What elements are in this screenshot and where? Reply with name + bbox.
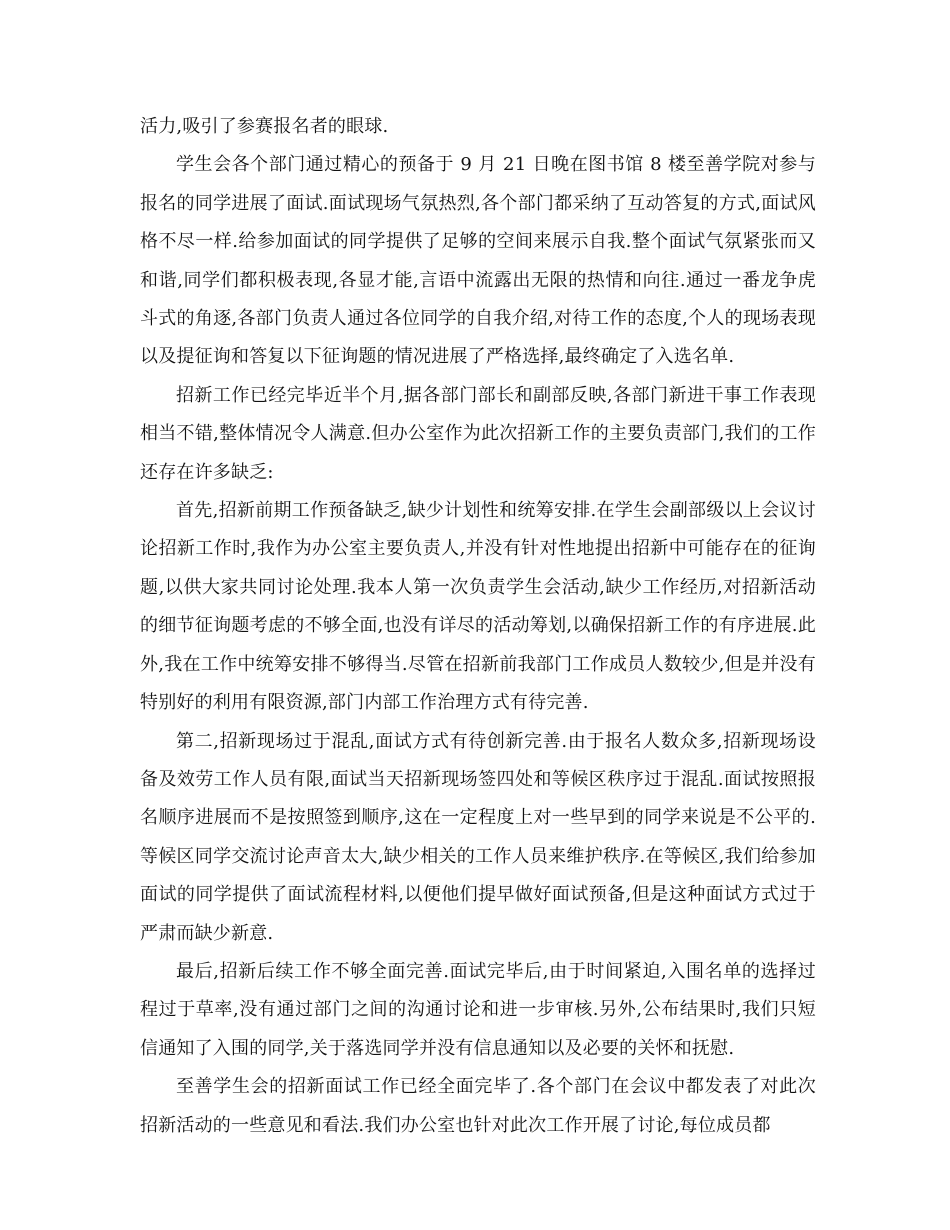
paragraph-first-shortcoming: 首先,招新前期工作预备缺乏,缺少计划性和统筹安排.在学生会副部级以上会议讨论招新工作时,我作为办公室主要负责人,并没有针对性地提出招新中可能存在的征询题,以供大家共同讨论处理.我本人第一次负责学生会活动,缺少工作经历,对招新活动的细节征询题考虑的不够全面,也没有详尽的活动筹划,以确保招新工作的有序进展.此外,我在工作中统筹安排不够得当.尽管在招新前我部门工作成员人数较少,但是并没有特别好的利用有限资源,部门内部工作治理方式有待完善. [140,500,816,714]
paragraph-conclusion: 至善学生会的招新面试工作已经全面完毕了.各个部门在会议中都发表了对此次招新活动的一些意见和看法.我们办公室也针对此次工作开展了讨论,每位成员都 [140,1076,816,1136]
paragraph-continuation: 活力,吸引了参赛报名者的眼球. [140,116,389,137]
document-body [140,108,816,1145]
paragraph-interview-overview: 学生会各个部门通过精心的预备于 9 月 21 日晚在图书馆 8 楼至善学院对参与报名的同学进展了面试.面试现场气氛热烈,各个部门都采纳了互动答复的方式,面试风格不尽一样.给参加面试的同学提供了足够的空间来展示自我.整个面试气氛紧张而又和谐,同学们都积极表现,各显才能,言语中流露出无限的热情和向往.通过一番龙争虎斗式的角逐,各部门负责人通过各位同学的自我介绍,对待工作的态度,个人的现场表现以及提征询和答复以下征询题的情况进展了严格选择,最终确定了入选名单. [140,154,816,368]
paragraph-second-shortcoming: 第二,招新现场过于混乱,面试方式有待创新完善.由于报名人数众多,招新现场设备及效劳工作人员有限,面试当天招新现场签四处和等候区秩序过于混乱.面试按照报名顺序进展而不是按照签到顺序,这在一定程度上对一些早到的同学来说是不公平的.等候区同学交流讨论声音太大,缺少相关的工作人员来维护秩序.在等候区,我们给参加面试的同学提供了面试流程材料,以便他们提早做好面试预备,但是这种面试方式过于严肃而缺少新意. [140,730,816,944]
paragraph-recruitment-summary: 招新工作已经完毕近半个月,据各部门部长和副部反映,各部门新进干事工作表现相当不错,整体情况令人满意.但办公室作为此次招新工作的主要负责部门,我们的工作还存在许多缺乏: [140,384,816,483]
paragraph-final-shortcoming: 最后,招新后续工作不够全面完善.面试完毕后,由于时间紧迫,入围名单的选择过程过于草率,没有通过部门之间的沟通讨论和进一步审核.另外,公布结果时,我们只短信通知了入围的同学,关于落选同学并没有信息通知以及必要的关怀和抚慰. [140,960,816,1059]
